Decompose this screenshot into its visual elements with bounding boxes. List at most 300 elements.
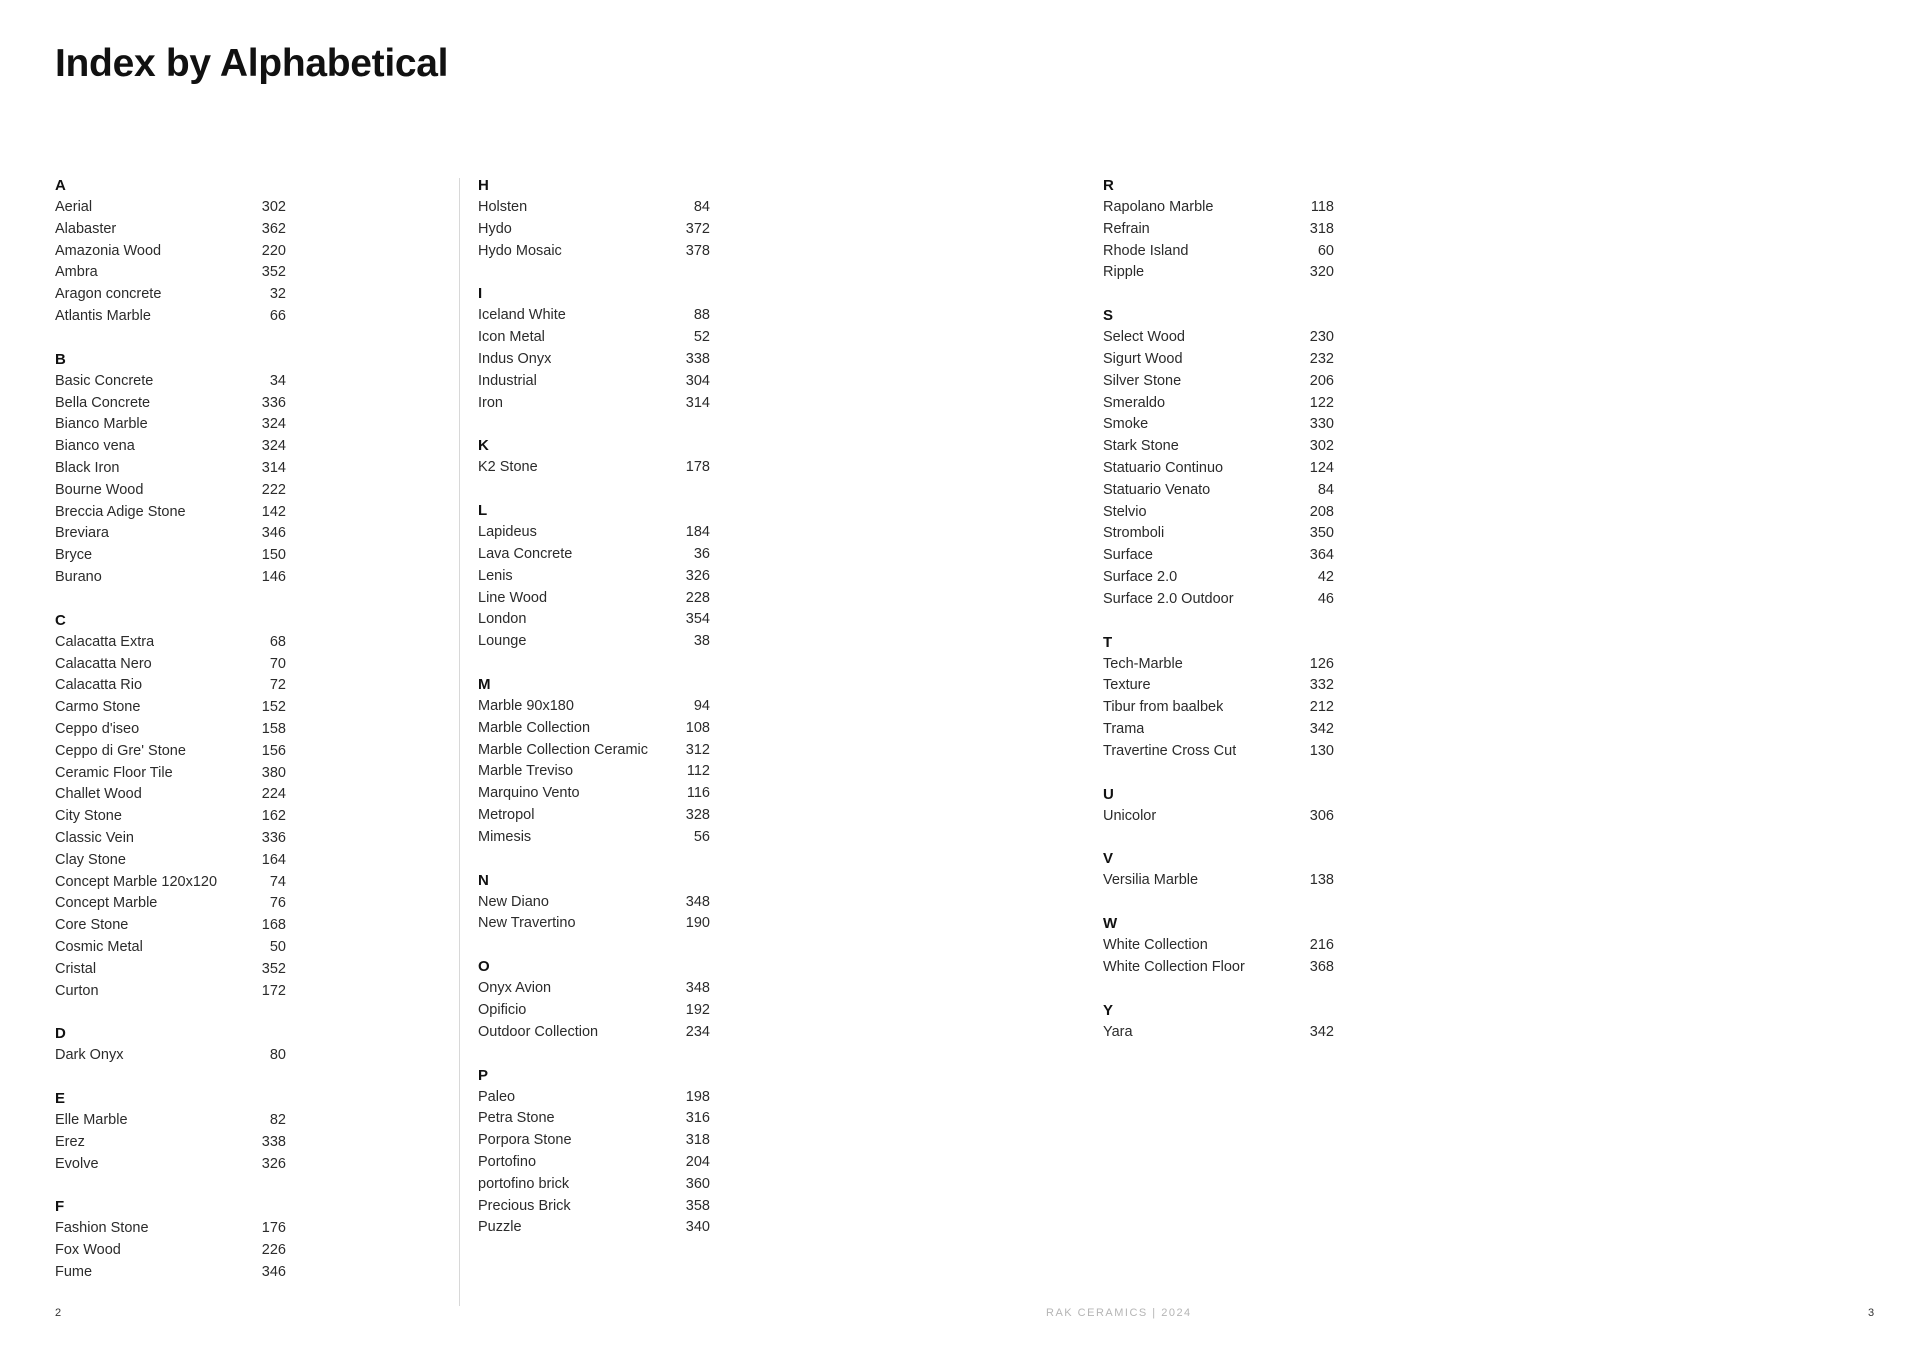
entry-name: Bianco Marble (55, 416, 148, 433)
entry-page-number: 350 (1309, 525, 1334, 542)
entry-page-number: 66 (269, 307, 286, 324)
entry-page-number: 70 (269, 655, 286, 672)
entry-page-number: 324 (261, 438, 286, 455)
entry-page-number: 372 (685, 220, 710, 237)
index-section-u (1103, 784, 1334, 828)
entry-page-number: 302 (1309, 438, 1334, 455)
footer-brand: RAK CERAMICS | 2024 (1046, 1307, 1192, 1319)
index-section-w (1103, 913, 1334, 979)
index-section-k (478, 435, 710, 479)
entry-page-number: 362 (261, 220, 286, 237)
index-section-p (478, 1065, 710, 1240)
entry-page-number: 304 (685, 372, 710, 389)
index-entry (1103, 870, 1334, 892)
entry-page-number: 74 (269, 873, 286, 890)
entry-name: Unicolor (1103, 807, 1157, 824)
entry-page-number: 306 (1309, 807, 1334, 824)
entry-name: Fashion Stone (55, 1220, 149, 1237)
index-entry (478, 393, 710, 415)
entry-page-number: 314 (261, 459, 286, 476)
entry-page-number: 80 (269, 1047, 286, 1064)
index-entry (1103, 697, 1334, 719)
entry-page-number: 378 (685, 242, 710, 259)
index-entry (55, 828, 286, 850)
entry-page-number: 52 (693, 329, 710, 346)
entry-name: Fox Wood (55, 1242, 121, 1259)
index-entry (478, 827, 710, 849)
section-letter: C (55, 611, 66, 629)
entry-page-number: 198 (685, 1088, 710, 1105)
entry-page-number: 178 (685, 459, 710, 476)
index-section-a (55, 175, 286, 328)
entry-page-number: 76 (269, 895, 286, 912)
entry-name: Evolve (55, 1155, 99, 1172)
index-section-e (55, 1088, 286, 1175)
entry-page-number: 364 (1309, 547, 1334, 564)
index-entry (478, 740, 710, 762)
entry-name: Carmo Stone (55, 699, 141, 716)
entry-name: Challet Wood (55, 786, 142, 803)
index-entry (55, 719, 286, 741)
index-entry (55, 284, 286, 306)
index-entry (55, 1132, 286, 1154)
entry-page-number: 340 (685, 1219, 710, 1236)
section-letter: S (1103, 307, 1114, 325)
entry-page-number: 126 (1309, 655, 1334, 672)
page-title: Index by Alphabetical (55, 42, 449, 85)
entry-page-number: 342 (1309, 720, 1334, 737)
entry-name: Ripple (1103, 264, 1145, 281)
entry-page-number: 358 (685, 1197, 710, 1214)
index-entry (55, 306, 286, 328)
entry-name: Silver Stone (1103, 372, 1182, 389)
index-entry (478, 219, 710, 241)
entry-page-number: 112 (686, 763, 710, 780)
index-entry (55, 436, 286, 458)
index-entry (55, 1262, 286, 1284)
index-entry (1103, 327, 1334, 349)
entry-name: Concept Marble (55, 895, 158, 912)
entry-page-number: 116 (686, 785, 710, 802)
section-letter: W (1103, 915, 1118, 933)
entry-name: Bryce (55, 547, 93, 564)
entry-page-number: 192 (685, 1001, 710, 1018)
index-entry (1103, 502, 1334, 524)
index-entry (478, 1108, 710, 1130)
entry-name: Puzzle (478, 1219, 522, 1236)
section-letter: A (55, 177, 66, 194)
entry-name: Marble Treviso (478, 763, 574, 780)
column-divider (459, 178, 460, 1306)
entry-page-number: 42 (1317, 568, 1334, 585)
entry-name: Portofino (478, 1153, 537, 1170)
entry-name: Surface (1103, 547, 1153, 564)
index-entry (55, 262, 286, 284)
entry-page-number: 168 (261, 917, 286, 934)
index-entry (478, 1022, 710, 1044)
entry-page-number: 328 (685, 806, 710, 823)
index-entry (55, 393, 286, 415)
page-number-right: 3 (1868, 1307, 1875, 1319)
entry-page-number: 318 (685, 1132, 710, 1149)
index-entry (1103, 349, 1334, 371)
entry-page-number: 50 (269, 938, 286, 955)
index-entry (1103, 957, 1334, 979)
index-entry (55, 1218, 286, 1240)
index-entry (1103, 436, 1334, 458)
entry-page-number: 122 (1309, 394, 1334, 411)
section-letter: B (55, 350, 66, 368)
index-entry (1103, 262, 1334, 284)
entry-page-number: 204 (685, 1153, 710, 1170)
entry-page-number: 88 (693, 307, 710, 324)
index-entry (1103, 589, 1334, 611)
index-entry (478, 241, 710, 263)
section-letter: E (55, 1090, 66, 1108)
index-entry (478, 609, 710, 631)
entry-name: Calacatta Rio (55, 677, 143, 694)
entry-page-number: 72 (269, 677, 286, 694)
entry-name: New Travertino (478, 915, 576, 932)
index-entry (1103, 197, 1334, 219)
entry-name: Stark Stone (1103, 438, 1179, 455)
index-entry (55, 763, 286, 785)
index-column-1 (55, 175, 286, 1305)
entry-name: Bella Concrete (55, 394, 151, 411)
entry-page-number: 224 (261, 786, 286, 803)
entry-page-number: 320 (1309, 264, 1334, 281)
entry-name: Clay Stone (55, 851, 126, 868)
entry-page-number: 206 (1309, 372, 1334, 389)
entry-name: Bourne Wood (55, 481, 144, 498)
entry-page-number: 36 (693, 545, 710, 562)
index-entry (478, 696, 710, 718)
entry-page-number: 216 (1309, 937, 1334, 954)
index-entry (478, 783, 710, 805)
entry-name: White Collection Floor (1103, 958, 1245, 975)
index-entry (1103, 241, 1334, 263)
index-entry (478, 349, 710, 371)
entry-page-number: 118 (1310, 199, 1334, 215)
page-number-left: 2 (55, 1307, 62, 1319)
section-letter: M (478, 675, 491, 693)
entry-page-number: 314 (685, 394, 710, 411)
entry-name: Versilia Marble (1103, 872, 1199, 889)
entry-name: Surface 2.0 Outdoor (1103, 590, 1234, 607)
entry-name: Indus Onyx (478, 350, 552, 367)
index-entry (55, 523, 286, 545)
entry-name: Lava Concrete (478, 545, 573, 562)
entry-page-number: 336 (261, 829, 286, 846)
entry-name: Travertine Cross Cut (1103, 742, 1237, 759)
index-entry (55, 697, 286, 719)
entry-name: Texture (1103, 677, 1151, 694)
entry-name: City Stone (55, 808, 122, 825)
entry-name: Aragon concrete (55, 286, 162, 303)
entry-page-number: 142 (261, 503, 286, 520)
section-letter: Y (1103, 1001, 1114, 1019)
index-entry (478, 805, 710, 827)
entry-name: Calacatta Nero (55, 655, 152, 672)
index-entry (478, 1087, 710, 1109)
entry-name: Statuario Venato (1103, 481, 1211, 498)
entry-page-number: 32 (269, 286, 286, 303)
index-entry (1103, 741, 1334, 763)
entry-page-number: 352 (261, 960, 286, 977)
entry-page-number: 336 (261, 394, 286, 411)
entry-name: Opificio (478, 1001, 527, 1018)
index-entry (478, 371, 710, 393)
entry-page-number: 94 (693, 697, 710, 714)
entry-page-number: 302 (261, 199, 286, 215)
entry-page-number: 312 (685, 741, 710, 758)
index-entry (55, 1240, 286, 1262)
index-entry (478, 544, 710, 566)
entry-name: Yara (1103, 1023, 1133, 1040)
index-entry (55, 545, 286, 567)
section-letter: U (1103, 785, 1114, 803)
index-entry (55, 458, 286, 480)
entry-page-number: 360 (685, 1175, 710, 1192)
index-entry (478, 718, 710, 740)
entry-name: Ceppo d'iseo (55, 720, 140, 737)
index-entry (478, 1130, 710, 1152)
entry-name: Paleo (478, 1088, 516, 1105)
index-entry (478, 197, 710, 219)
index-entry (55, 567, 286, 589)
index-entry (55, 741, 286, 763)
entry-page-number: 46 (1317, 590, 1334, 607)
index-section-i (478, 283, 710, 414)
entry-name: Hydo Mosaic (478, 242, 562, 259)
entry-name: Alabaster (55, 220, 117, 237)
entry-name: Aerial (55, 199, 93, 215)
index-entry (478, 457, 710, 479)
entry-page-number: 60 (1317, 242, 1334, 259)
entry-page-number: 342 (1309, 1023, 1334, 1040)
index-section-r (1103, 175, 1334, 284)
entry-page-number: 352 (261, 264, 286, 281)
entry-name: Outdoor Collection (478, 1023, 599, 1040)
index-entry (478, 566, 710, 588)
index-entry (55, 1045, 286, 1067)
entry-page-number: 34 (269, 372, 286, 389)
section-letter: R (1103, 177, 1114, 194)
index-entry (1103, 935, 1334, 957)
index-entry (1103, 675, 1334, 697)
section-letter: T (1103, 633, 1113, 651)
index-section-f (55, 1196, 286, 1283)
entry-name: Hydo (478, 220, 512, 237)
entry-name: Smoke (1103, 416, 1149, 433)
entry-name: Trama (1103, 720, 1145, 737)
entry-name: Mimesis (478, 828, 532, 845)
index-entry (478, 522, 710, 544)
index-entry (478, 327, 710, 349)
entry-name: Rapolano Marble (1103, 199, 1214, 215)
entry-name: New Diano (478, 893, 549, 910)
index-entry (55, 981, 286, 1003)
entry-page-number: 348 (685, 893, 710, 910)
index-entry (55, 915, 286, 937)
entry-page-number: 68 (269, 633, 286, 650)
entry-page-number: 354 (685, 611, 710, 628)
entry-name: Marble Collection (478, 719, 591, 736)
entry-name: Atlantis Marble (55, 307, 151, 324)
entry-name: Sigurt Wood (1103, 350, 1183, 367)
entry-page-number: 138 (1309, 872, 1334, 889)
entry-name: Marble Collection Ceramic (478, 741, 649, 758)
entry-page-number: 146 (261, 568, 286, 585)
entry-name: portofino brick (478, 1175, 570, 1192)
index-column-2 (478, 175, 710, 1260)
entry-name: Holsten (478, 199, 528, 215)
index-entry (478, 588, 710, 610)
index-section-b (55, 349, 286, 589)
index-entry (1103, 414, 1334, 436)
entry-page-number: 326 (261, 1155, 286, 1172)
entry-name: Basic Concrete (55, 372, 154, 389)
entry-page-number: 82 (269, 1112, 286, 1129)
entry-page-number: 380 (261, 764, 286, 781)
entry-name: Cristal (55, 960, 97, 977)
section-letter: I (478, 285, 483, 303)
entry-page-number: 348 (685, 980, 710, 997)
entry-name: Breccia Adige Stone (55, 503, 186, 520)
index-entry (478, 1174, 710, 1196)
entry-page-number: 56 (693, 828, 710, 845)
entry-page-number: 222 (261, 481, 286, 498)
entry-page-number: 164 (261, 851, 286, 868)
entry-name: Statuario Continuo (1103, 459, 1224, 476)
entry-name: Rhode Island (1103, 242, 1189, 259)
entry-page-number: 318 (1309, 220, 1334, 237)
entry-name: Breviara (55, 525, 109, 542)
index-entry (1103, 654, 1334, 676)
index-entry (1103, 545, 1334, 567)
index-entry (1103, 480, 1334, 502)
entry-page-number: 230 (1309, 329, 1334, 346)
entry-page-number: 332 (1309, 677, 1334, 694)
entry-name: Marquino Vento (478, 785, 580, 802)
index-entry (478, 892, 710, 914)
entry-name: Erez (55, 1133, 85, 1150)
entry-name: Stelvio (1103, 503, 1147, 520)
index-entry (1103, 458, 1334, 480)
entry-name: Amazonia Wood (55, 242, 162, 259)
index-entry (1103, 371, 1334, 393)
section-letter: P (478, 1066, 489, 1084)
index-entry (55, 872, 286, 894)
section-letter: L (478, 502, 488, 520)
entry-page-number: 316 (685, 1110, 710, 1127)
entry-name: Refrain (1103, 220, 1150, 237)
section-letter: O (478, 958, 490, 976)
entry-name: K2 Stone (478, 459, 538, 476)
entry-name: Industrial (478, 372, 537, 389)
entry-page-number: 220 (261, 242, 286, 259)
index-entry (1103, 219, 1334, 241)
entry-page-number: 208 (1309, 503, 1334, 520)
entry-name: Ambra (55, 264, 98, 281)
entry-page-number: 84 (1317, 481, 1334, 498)
index-entry (55, 371, 286, 393)
index-entry (55, 675, 286, 697)
entry-page-number: 176 (261, 1220, 286, 1237)
index-section-s (1103, 305, 1334, 610)
index-entry (1103, 806, 1334, 828)
entry-page-number: 38 (693, 633, 710, 650)
entry-name: Classic Vein (55, 829, 134, 846)
index-entry (1103, 523, 1334, 545)
entry-name: Iceland White (478, 307, 566, 324)
entry-page-number: 190 (685, 915, 710, 932)
entry-name: Lapideus (478, 524, 537, 541)
entry-page-number: 162 (261, 808, 286, 825)
entry-name: Tibur from baalbek (1103, 699, 1224, 716)
entry-page-number: 232 (1309, 350, 1334, 367)
index-section-v (1103, 848, 1334, 892)
index-section-n (478, 870, 710, 936)
index-section-m (478, 674, 710, 849)
index-entry (478, 913, 710, 935)
entry-page-number: 368 (1309, 958, 1334, 975)
index-section-t (1103, 632, 1334, 763)
entry-name: Smeraldo (1103, 394, 1166, 411)
index-section-o (478, 956, 710, 1043)
index-entry (478, 1000, 710, 1022)
index-entry (55, 241, 286, 263)
entry-name: Onyx Avion (478, 980, 552, 997)
entry-name: Icon Metal (478, 329, 545, 346)
index-entry (55, 197, 286, 219)
entry-page-number: 226 (261, 1242, 286, 1259)
entry-name: Calacatta Extra (55, 633, 155, 650)
index-entry (55, 1154, 286, 1176)
index-entry (55, 480, 286, 502)
entry-page-number: 212 (1309, 699, 1334, 716)
entry-name: Black Iron (55, 459, 120, 476)
entry-name: London (478, 611, 527, 628)
index-entry (478, 1196, 710, 1218)
index-entry (478, 305, 710, 327)
entry-page-number: 84 (693, 199, 710, 215)
entry-name: Select Wood (1103, 329, 1185, 346)
entry-page-number: 324 (261, 416, 286, 433)
index-entry (1103, 567, 1334, 589)
entry-page-number: 338 (261, 1133, 286, 1150)
entry-name: Petra Stone (478, 1110, 555, 1127)
index-entry (478, 978, 710, 1000)
index-entry (55, 219, 286, 241)
entry-name: Dark Onyx (55, 1047, 124, 1064)
entry-page-number: 330 (1309, 416, 1334, 433)
index-entry (1103, 1022, 1334, 1044)
index-entry (55, 1110, 286, 1132)
index-entry (55, 414, 286, 436)
entry-name: Lounge (478, 633, 527, 650)
index-entry (478, 1217, 710, 1239)
index-section-y (1103, 1000, 1334, 1044)
entry-page-number: 346 (261, 1264, 286, 1281)
index-entry (55, 784, 286, 806)
section-letter: H (478, 177, 489, 194)
entry-page-number: 326 (685, 567, 710, 584)
entry-page-number: 346 (261, 525, 286, 542)
index-entry (55, 632, 286, 654)
entry-page-number: 184 (685, 524, 710, 541)
entry-page-number: 338 (685, 350, 710, 367)
